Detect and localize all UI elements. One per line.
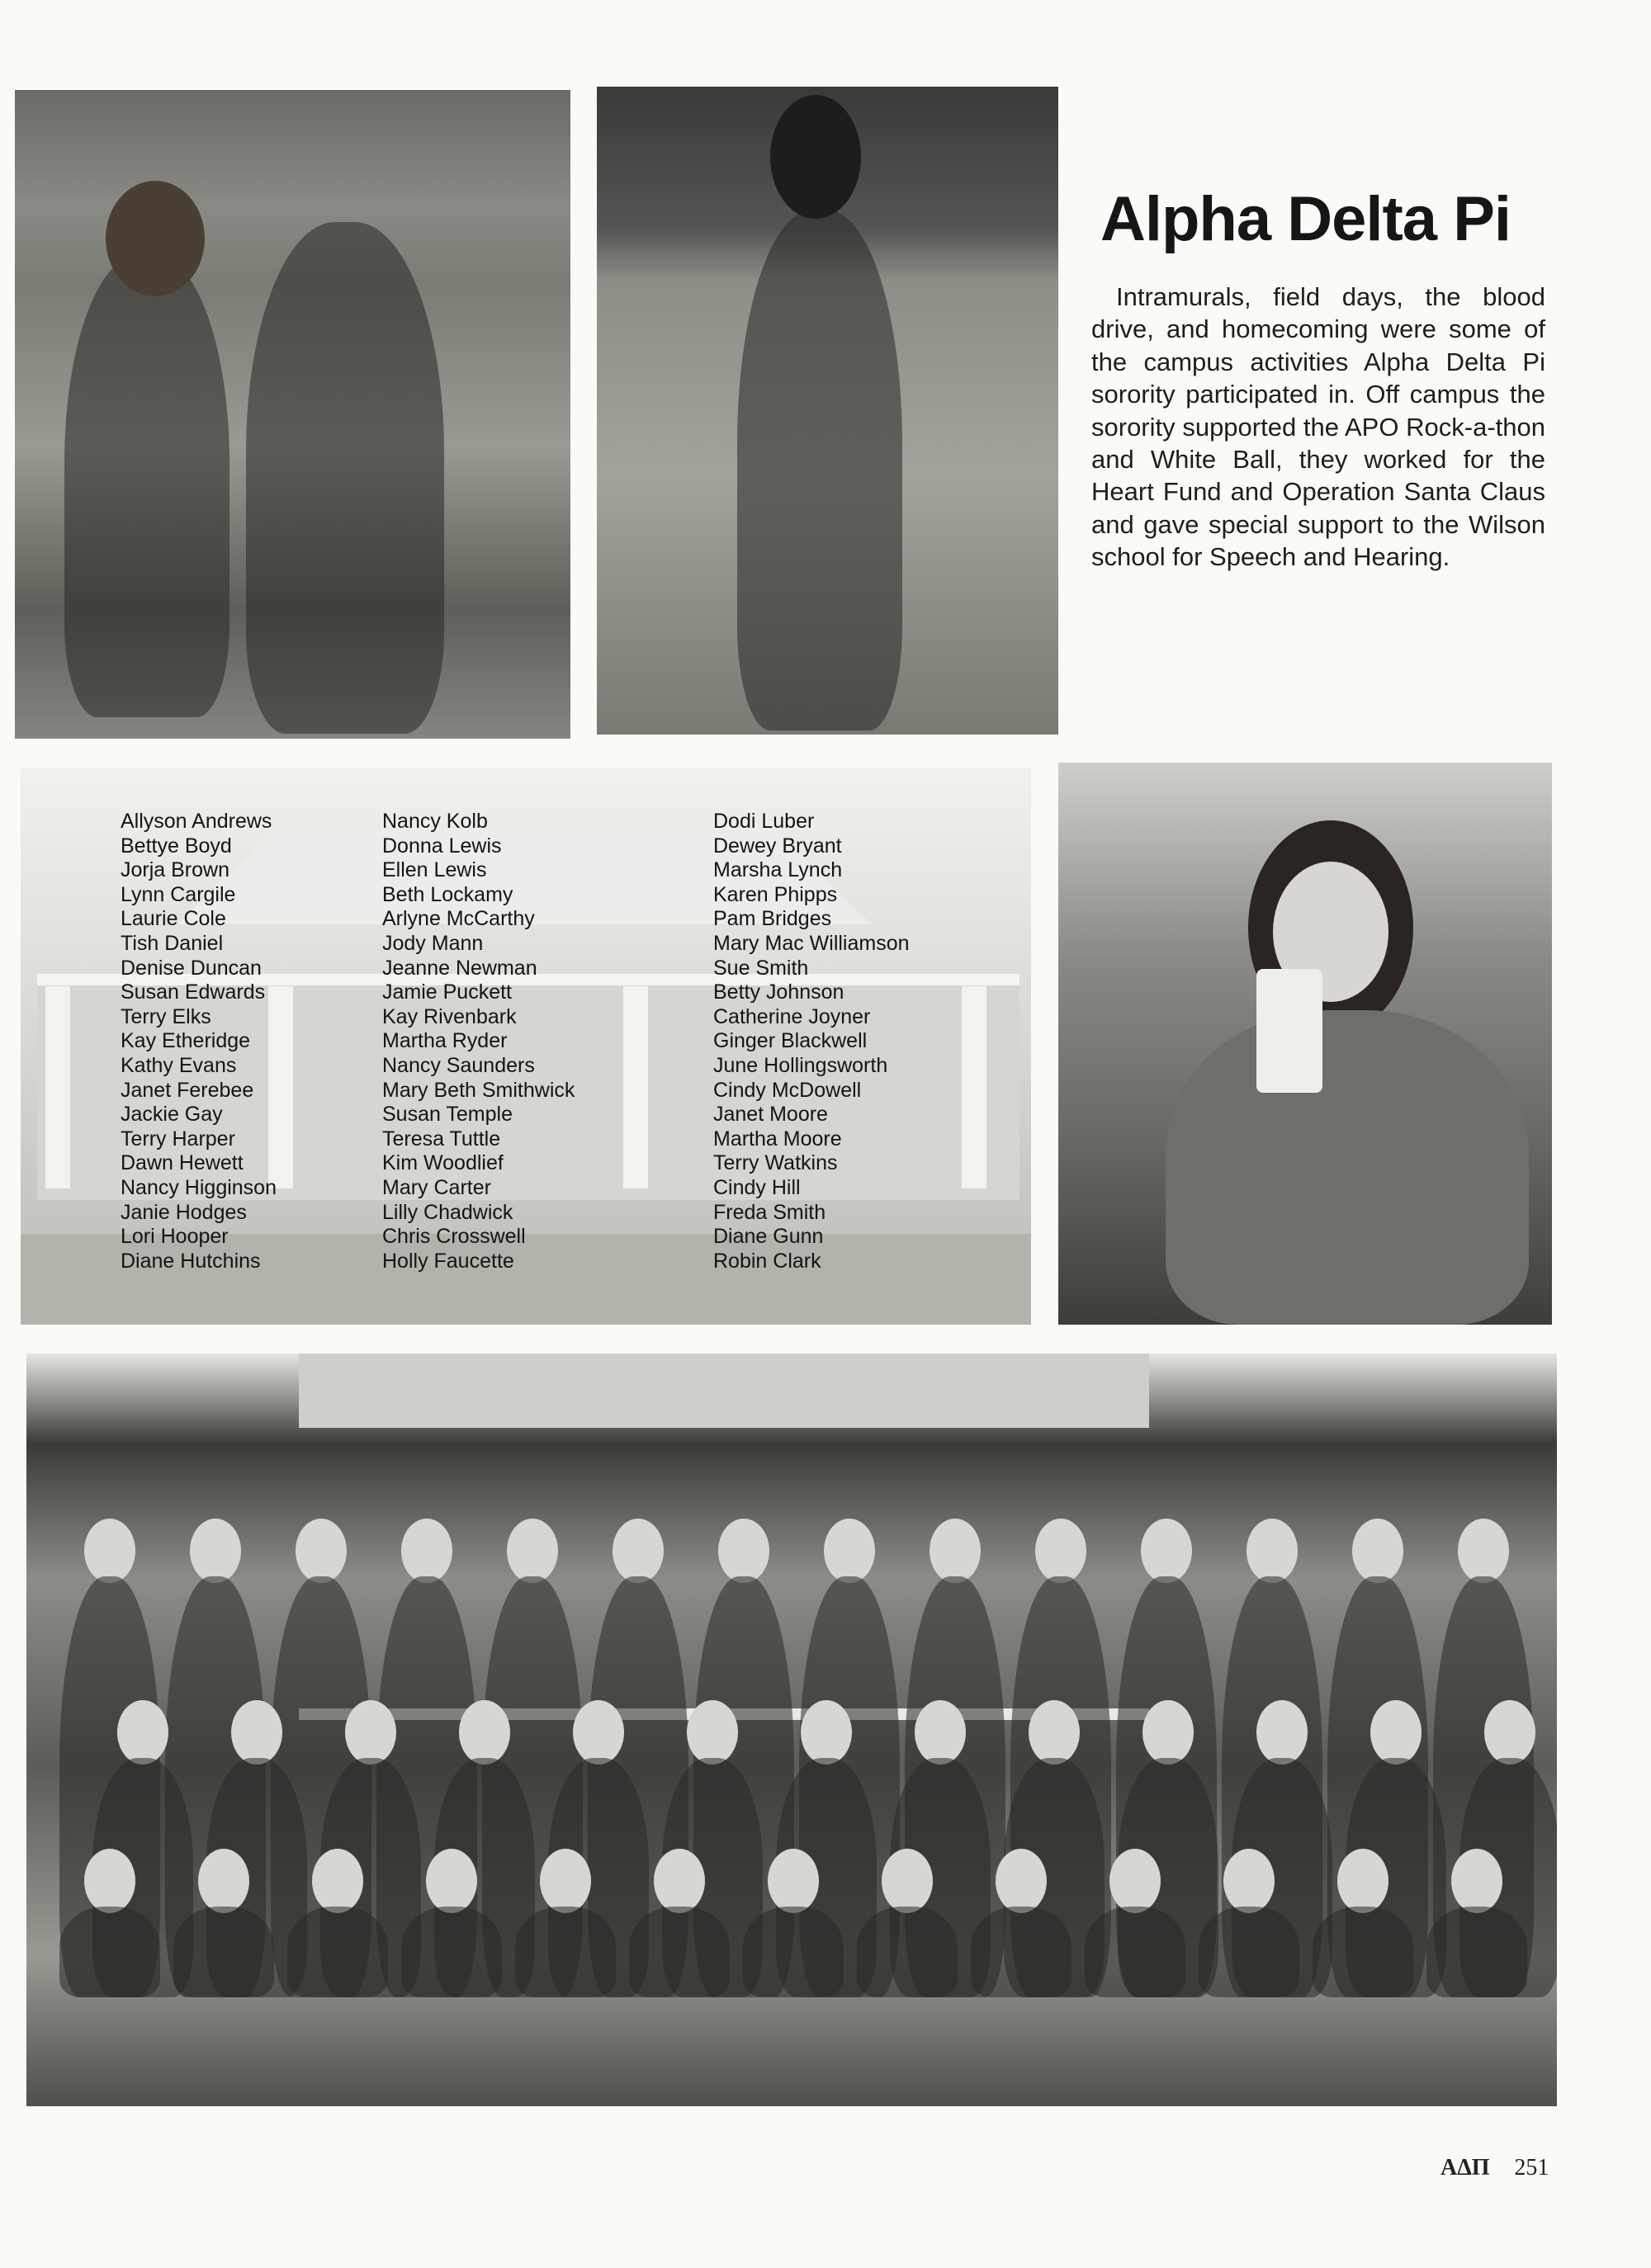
member-name: Jamie Puckett: [382, 980, 513, 1004]
photo-figure: [1370, 1700, 1422, 1765]
member-name: Sue Smith: [713, 956, 809, 980]
member-names-column-3: [713, 810, 910, 1273]
photo-figure: [198, 1849, 249, 1913]
photo-figure: [540, 1849, 591, 1913]
member-name: Nancy Kolb: [382, 810, 488, 833]
member-name: Kim Woodlief: [382, 1151, 504, 1175]
photo-figure: [996, 1849, 1047, 1913]
member-name: Janie Hodges: [121, 1200, 247, 1224]
photo-figure: [401, 1519, 452, 1583]
member-name: Mary Mac Williamson: [713, 931, 910, 955]
member-name: Teresa Tuttle: [382, 1127, 501, 1151]
photo-figure: [915, 1700, 966, 1765]
member-name: Susan Edwards: [121, 980, 266, 1004]
member-name: Betty Johnson: [713, 980, 844, 1004]
member-name: Catherine Joyner: [713, 1004, 871, 1028]
member-names-column-1: [121, 810, 277, 1273]
photo-figure: [882, 1849, 933, 1913]
member-name: Kay Etheridge: [121, 1029, 251, 1053]
photo-figure: [515, 1907, 616, 1997]
member-name: Jeanne Newman: [382, 956, 537, 980]
photo-figure: [1199, 1907, 1299, 1997]
photo-figure: [246, 222, 444, 734]
member-name: Terry Elks: [121, 1004, 211, 1028]
member-name: Dodi Luber: [713, 810, 815, 833]
photo-figure: [84, 1519, 135, 1583]
photo-figure: [1109, 1849, 1161, 1913]
photo-figure: [743, 1907, 844, 1997]
photo-figure: [1484, 1700, 1535, 1765]
photo-figure: [687, 1700, 738, 1765]
member-name: Janet Moore: [713, 1103, 828, 1127]
page-number: 251: [1514, 2155, 1549, 2181]
member-name: Martha Moore: [713, 1127, 842, 1151]
member-name: Kay Rivenbark: [382, 1004, 517, 1028]
member-name: Kathy Evans: [121, 1053, 237, 1077]
photo-figure: [345, 1700, 396, 1765]
photo-field-day-player: [597, 87, 1058, 735]
member-name: Mary Carter: [382, 1175, 491, 1199]
photo-figure: [1142, 1700, 1194, 1765]
photo-porch-ceiling: [299, 1354, 1149, 1428]
member-name: Holly Faucette: [382, 1249, 514, 1273]
photo-figure: [231, 1700, 282, 1765]
member-name: Jody Mann: [382, 931, 484, 955]
photo-figure: [629, 1907, 730, 1997]
member-name: Freda Smith: [713, 1200, 826, 1224]
photo-figure: [64, 255, 229, 717]
photo-figure: [1085, 1907, 1185, 1997]
body-paragraph: Intramurals, field days, the blood drive, and homecoming were some of the campus activities Alpha Delta Pi sorority participated in. Off campus the sorority supported the APO Rock-a-thon and White Ball, they worked for the Heart Fund and Operation Santa Claus and gave special support to the Wilson school for Speech and Hearing.: [1091, 282, 1545, 572]
member-name: Beth Lockamy: [382, 882, 513, 906]
member-name: Susan Temple: [382, 1103, 513, 1127]
member-name: Lynn Cargile: [121, 882, 236, 906]
photo-field-day-tug: [15, 90, 570, 739]
member-name: Dawn Hewett: [121, 1151, 244, 1175]
member-name: Diane Gunn: [713, 1225, 824, 1249]
photo-figure: [1029, 1700, 1080, 1765]
member-name: Cindy Hill: [713, 1175, 801, 1199]
photo-figure: [1426, 1907, 1527, 1997]
photo-figure: [1035, 1519, 1086, 1583]
member-name: Diane Hutchins: [121, 1249, 261, 1273]
photo-group-portrait: [26, 1354, 1557, 2106]
member-name: Ellen Lewis: [382, 858, 487, 882]
photo-figure: [59, 1907, 160, 1997]
photo-figure: [312, 1849, 363, 1913]
photo-member-drinking: [1058, 763, 1552, 1325]
member-name: Bettye Boyd: [121, 834, 232, 858]
member-name: Ginger Blackwell: [713, 1029, 868, 1053]
photo-figure: [426, 1849, 477, 1913]
member-name: Allyson Andrews: [121, 810, 272, 833]
photo-figure: [1166, 1010, 1529, 1325]
member-name: Lori Hooper: [121, 1225, 229, 1249]
photo-figure: [1458, 1519, 1509, 1583]
member-name: Mary Beth Smithwick: [382, 1078, 575, 1102]
photo-figure: [824, 1519, 875, 1583]
member-name: Tish Daniel: [121, 931, 224, 955]
photo-figure: [173, 1907, 274, 1997]
member-name: Terry Watkins: [713, 1151, 838, 1175]
photo-figure: [106, 181, 205, 296]
photo-figure: [801, 1700, 852, 1765]
photo-figure: [573, 1700, 624, 1765]
photo-figure: [401, 1907, 502, 1997]
member-name: Karen Phipps: [713, 882, 838, 906]
member-names-column-2: [382, 810, 575, 1273]
photo-figure: [507, 1519, 558, 1583]
member-name: Chris Crosswell: [382, 1225, 526, 1249]
member-name: Nancy Higginson: [121, 1175, 277, 1199]
page-footer: [1440, 2154, 1549, 2181]
member-name: Robin Clark: [713, 1249, 821, 1273]
photo-figure: [287, 1907, 388, 1997]
photo-figure: [1337, 1849, 1388, 1913]
member-name: Lilly Chadwick: [382, 1200, 513, 1224]
member-name: Laurie Cole: [121, 907, 226, 931]
photo-figure: [857, 1907, 958, 1997]
member-name: Cindy McDowell: [713, 1078, 862, 1102]
photo-figure: [1313, 1907, 1413, 1997]
member-name: Terry Harper: [121, 1127, 235, 1151]
photo-figure: [1247, 1519, 1298, 1583]
photo-figure: [1352, 1519, 1403, 1583]
member-name: Jorja Brown: [121, 858, 229, 882]
photo-porch-column: [962, 986, 986, 1188]
photo-figure: [718, 1519, 769, 1583]
photo-figure: [459, 1700, 510, 1765]
member-name: Janet Ferebee: [121, 1078, 254, 1102]
photo-figure: [971, 1907, 1071, 1997]
photo-figure: [930, 1519, 981, 1583]
photo-figure: [1451, 1849, 1502, 1913]
member-name: Arlyne McCarthy: [382, 907, 535, 931]
member-name: Martha Ryder: [382, 1029, 508, 1053]
photo-figure: [654, 1849, 705, 1913]
photo-figure: [190, 1519, 241, 1583]
photo-figure: [1141, 1519, 1192, 1583]
member-name: Dewey Bryant: [713, 834, 842, 858]
photo-porch-column: [623, 986, 648, 1188]
photo-figure: [296, 1519, 347, 1583]
member-name: Nancy Saunders: [382, 1053, 535, 1077]
photo-figure: [770, 95, 861, 219]
photo-porch-column: [45, 986, 70, 1188]
photo-figure: [613, 1519, 664, 1583]
sorority-letters: ΑΔΠ: [1440, 2155, 1490, 2181]
photo-figure: [737, 210, 902, 730]
photo-figure: [1223, 1849, 1275, 1913]
member-name: Denise Duncan: [121, 956, 262, 980]
member-name: Jackie Gay: [121, 1103, 223, 1127]
page-title: Alpha Delta Pi: [1100, 184, 1511, 254]
member-name: June Hollingsworth: [713, 1053, 888, 1077]
photo-figure: [84, 1849, 135, 1913]
member-name: Donna Lewis: [382, 834, 502, 858]
member-name: Marsha Lynch: [713, 858, 843, 882]
photo-figure: [768, 1849, 819, 1913]
member-name: Pam Bridges: [713, 907, 832, 931]
photo-figure: [1256, 1700, 1308, 1765]
photo-figure: [117, 1700, 168, 1765]
photo-beer-can: [1256, 969, 1322, 1093]
